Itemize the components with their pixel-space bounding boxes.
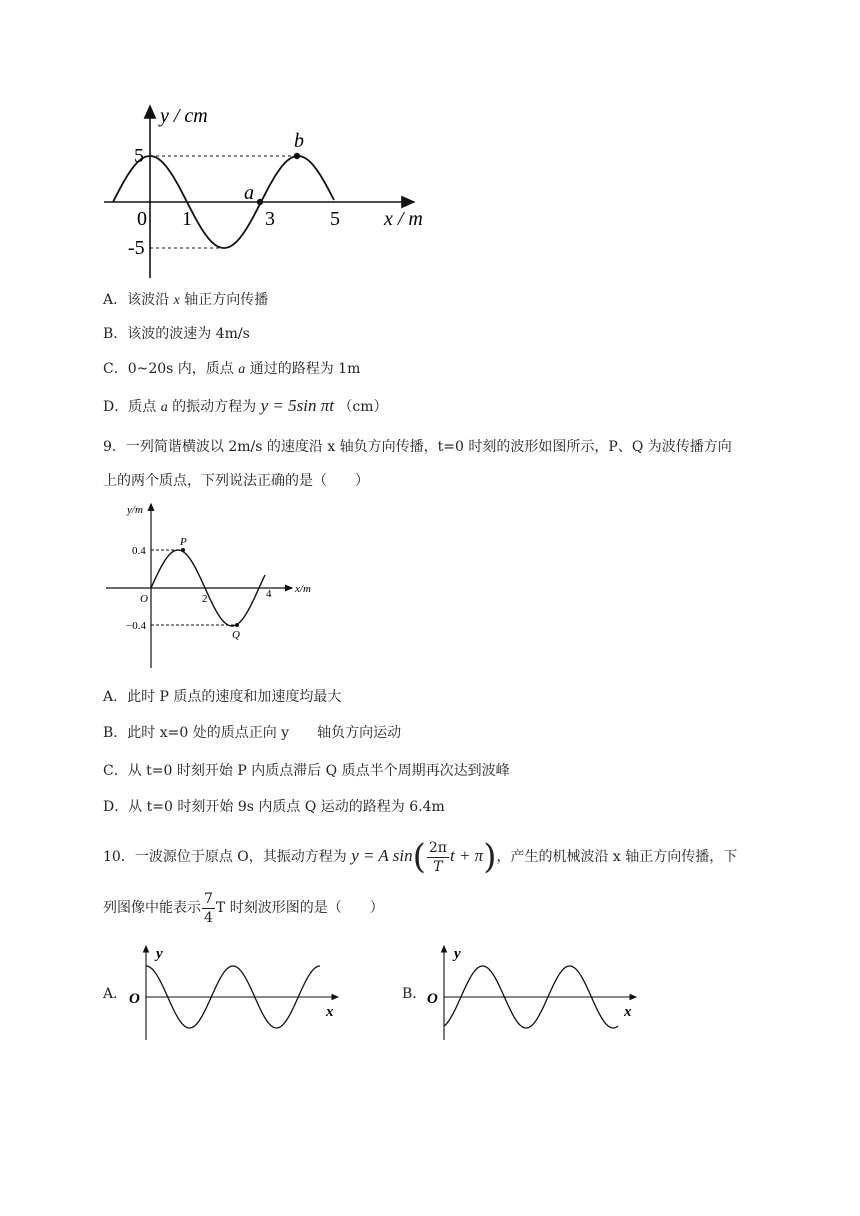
q9-point-p-label: P	[180, 536, 187, 548]
q10-equation-fraction: $\frac{2\pi}{T}$	[428, 839, 447, 875]
q9-option-c[interactable]: C．从 t=0 时刻开始 P 内质点滞后 Q 质点半个周期再次达到波峰	[103, 763, 510, 779]
q8-origin: 0	[137, 208, 147, 230]
q9-option-a[interactable]: A．此时 P 质点的速度和加速度均最大	[103, 689, 342, 705]
q8-option-c[interactable]: C．0~20s 内，质点 a 通过的路程为 1m	[103, 361, 361, 377]
q9-stem-line2: 上的两个质点，下列说法正确的是（ ）	[103, 473, 369, 489]
q10b-y-label: y	[454, 946, 461, 962]
q10-equation-lhs: y = A sin	[351, 846, 413, 865]
q8-wave-figure	[98, 100, 438, 286]
q8-option-d[interactable]: D．质点 a 的振动方程为 y = 5sin πt （cm）	[103, 396, 388, 415]
q8-x-label: x / m	[384, 208, 423, 230]
q8-y-label: y / cm	[160, 105, 208, 127]
q9-option-b[interactable]: B．此时 x=0 处的质点正向 y 轴负方向运动	[103, 725, 402, 741]
q9-tick-4: 4	[266, 588, 272, 600]
q8-tick-3: 3	[265, 208, 275, 230]
q10-time-fraction: $\frac{7}{4}$	[204, 890, 213, 926]
q8-tick-5: 5	[330, 208, 340, 230]
q9-y-neg: −0.4	[126, 620, 146, 632]
q10-stem-line1: 10．一波源位于原点 O，其振动方程为 y = A sin( $\frac{2\pi}{T}$ t + π)，产生的机械波沿 x 轴正方向传播，下	[103, 837, 738, 877]
q8-option-a[interactable]: A．该波沿 x 轴正方向传播	[103, 292, 269, 308]
q10a-origin: O	[129, 991, 140, 1007]
q9-origin: O	[140, 593, 148, 605]
q9-point-q-label: Q	[232, 629, 240, 641]
q9-stem-line1: 9．一列简谐横波以 2m/s 的速度沿 x 轴负方向传播，t=0 时刻的波形如图所示，P、Q 为波传播方向	[103, 439, 732, 455]
q9-point-p	[181, 548, 185, 552]
q9-point-q	[235, 623, 239, 627]
q10-option-b-label[interactable]: B．	[402, 986, 427, 1002]
q8-point-b-label: b	[294, 130, 304, 152]
q10a-x-label: x	[326, 1004, 334, 1020]
q8-option-b[interactable]: B．该波的波速为 4m/s	[103, 326, 250, 342]
q8-y-pos: 5	[134, 145, 144, 167]
q9-tick-2: 2	[202, 593, 208, 605]
q8-point-a	[257, 199, 263, 205]
q9-y-pos: 0.4	[132, 545, 146, 557]
q10-option-b-graph[interactable]	[422, 940, 644, 1044]
q9-x-label: x/m	[295, 583, 311, 595]
q8-tick-1: 1	[182, 208, 192, 230]
q8-y-neg: -5	[128, 237, 145, 259]
q9-y-label: y/m	[127, 504, 143, 516]
q8-point-b	[294, 153, 300, 159]
q9-option-d[interactable]: D．从 t=0 时刻开始 9s 内质点 Q 运动的路程为 6.4m	[103, 799, 445, 815]
q9-wave-figure	[100, 498, 330, 674]
q10a-y-label: y	[156, 946, 163, 962]
q10b-x-label: x	[624, 1004, 632, 1020]
q10-option-a-label[interactable]: A．	[103, 986, 128, 1002]
q8-point-a-label: a	[244, 182, 254, 204]
q10b-origin: O	[427, 991, 438, 1007]
q10-option-a-graph[interactable]	[124, 940, 346, 1044]
q10-stem-line2: 列图像中能表示 $\frac{7}{4}$ T 时刻波形图的是（ ）	[103, 890, 384, 926]
